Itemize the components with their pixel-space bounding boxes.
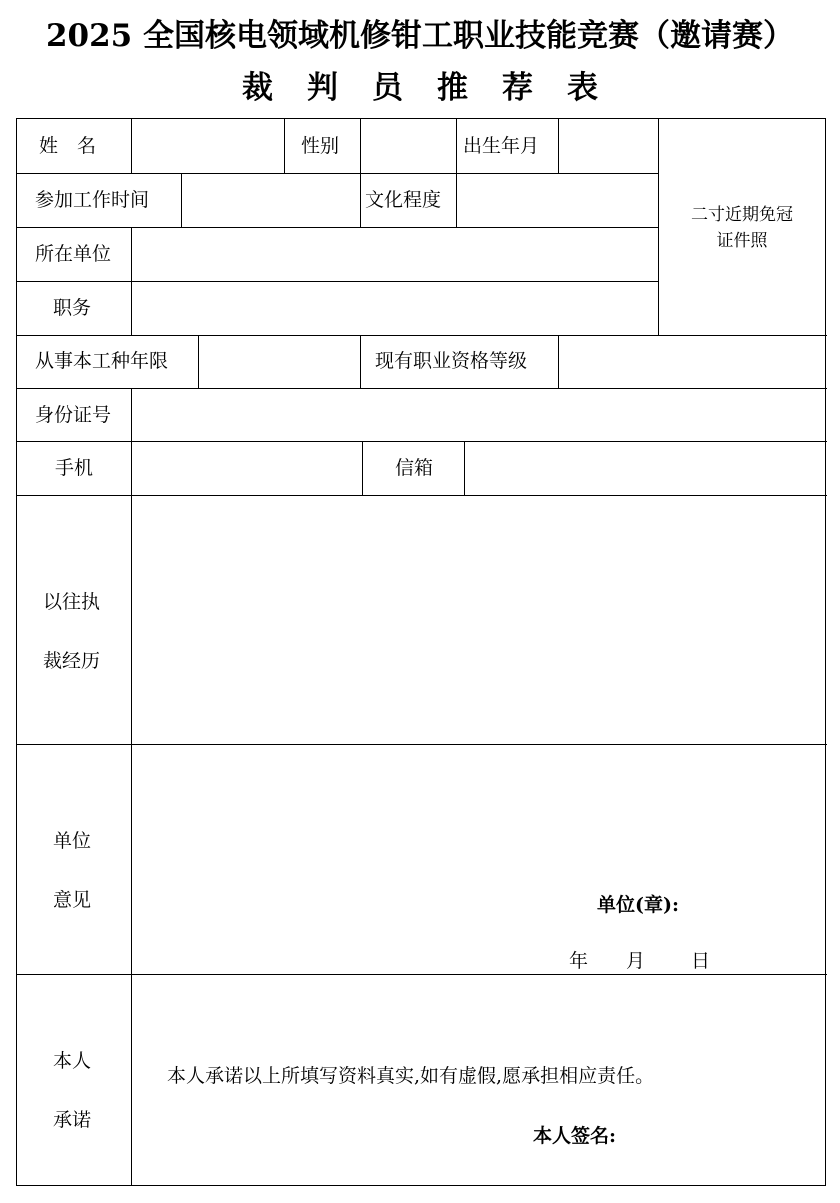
- date-day-label: 日: [691, 950, 711, 972]
- years-label: 从事本工种年限: [35, 350, 169, 372]
- email-label: 信箱: [395, 457, 434, 479]
- id-label: 身份证号: [35, 404, 112, 426]
- experience-field[interactable]: [132, 495, 827, 744]
- page-subtitle: 裁判员推荐表: [242, 70, 632, 106]
- education-field[interactable]: [457, 173, 658, 227]
- name-label: 姓 名: [39, 135, 97, 157]
- name-field[interactable]: [132, 119, 284, 173]
- photo-hint-line1: 二寸近期免冠: [691, 205, 793, 225]
- birth-field[interactable]: [559, 119, 658, 173]
- work-start-label: 参加工作时间: [35, 189, 150, 211]
- position-label: 职务: [53, 297, 92, 319]
- col-divider: [362, 441, 363, 495]
- experience-label-line1: 以往执: [43, 591, 101, 613]
- stamp-label: 单位(章):: [597, 894, 679, 916]
- qualification-label: 现有职业资格等级: [375, 350, 528, 372]
- col-divider: [456, 119, 457, 173]
- recommendation-form: [16, 118, 826, 1186]
- years-field[interactable]: [199, 335, 360, 388]
- page-title: 2025 全国核电领域机修钳工职业技能竞赛（邀请赛）: [45, 18, 795, 54]
- promise-label-line1: 本人: [53, 1050, 92, 1072]
- col-divider: [360, 335, 361, 388]
- opinion-label-line2: 意见: [53, 889, 92, 911]
- promise-statement: 本人承诺以上所填写资料真实,如有虚假,愿承担相应责任。: [167, 1065, 655, 1087]
- gender-field[interactable]: [361, 119, 456, 173]
- email-field[interactable]: [465, 441, 827, 495]
- photo-hint-line2: 证件照: [716, 231, 768, 251]
- unit-field[interactable]: [132, 227, 658, 281]
- signature-label: 本人签名:: [533, 1125, 617, 1147]
- opinion-field[interactable]: [132, 744, 827, 974]
- birth-label: 出生年月: [463, 135, 540, 157]
- qualification-field[interactable]: [559, 335, 827, 388]
- work-start-field[interactable]: [182, 173, 360, 227]
- gender-label: 性别: [301, 135, 340, 157]
- date-year-label: 年: [569, 950, 589, 972]
- unit-label: 所在单位: [35, 243, 112, 265]
- education-label: 文化程度: [365, 189, 442, 211]
- opinion-label-line1: 单位: [53, 830, 92, 852]
- id-field[interactable]: [132, 388, 827, 441]
- date-month-label: 月: [626, 950, 646, 972]
- position-field[interactable]: [132, 281, 658, 335]
- col-divider: [284, 119, 285, 173]
- col-divider: [360, 173, 361, 227]
- phone-label: 手机: [55, 457, 94, 479]
- experience-label-line2: 裁经历: [43, 650, 101, 672]
- promise-label-line2: 承诺: [53, 1109, 92, 1131]
- phone-field[interactable]: [132, 441, 362, 495]
